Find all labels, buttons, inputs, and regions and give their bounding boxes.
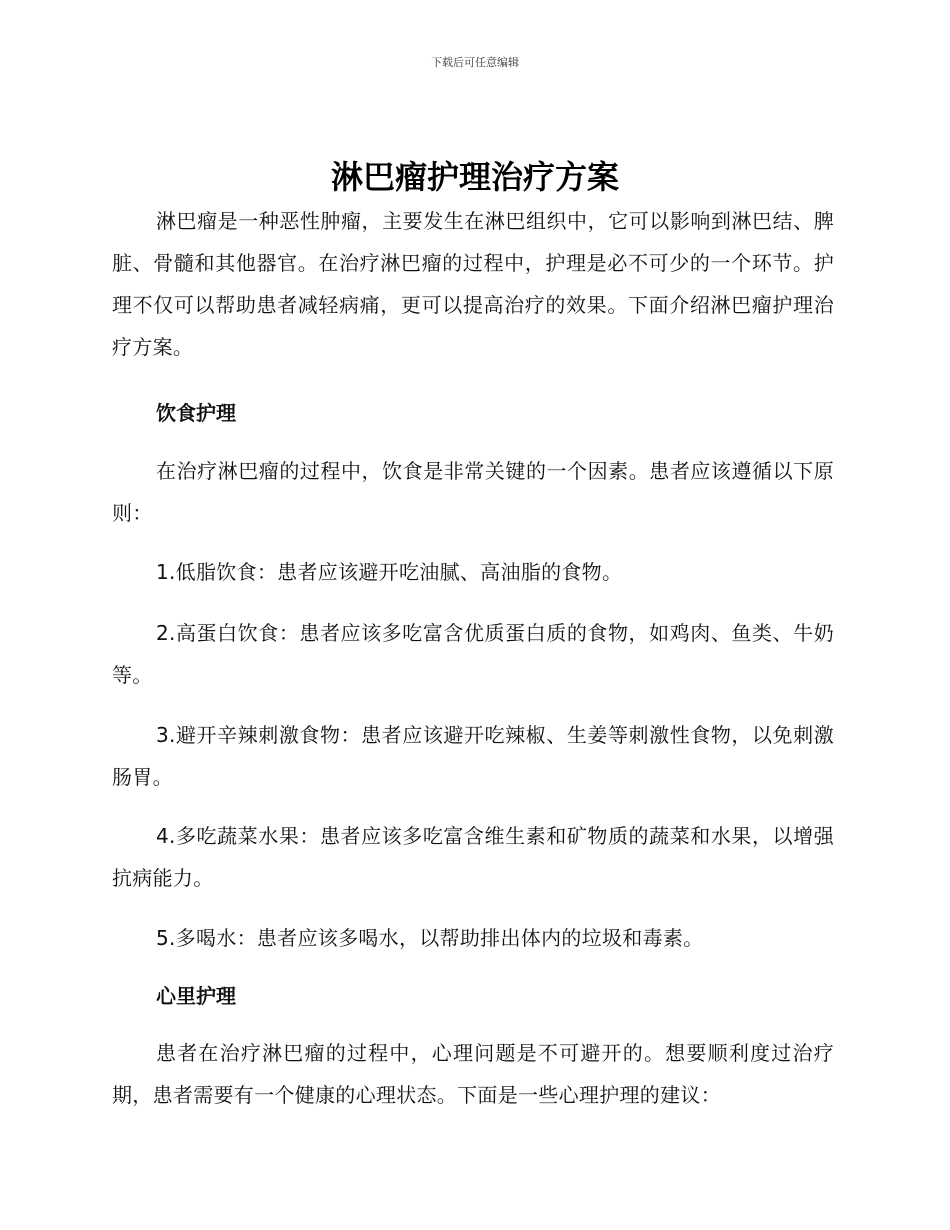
diet-item-4: 4.多吃蔬菜水果：患者应该多吃富含维生素和矿物质的蔬菜和水果，以增强抗病能力。 bbox=[112, 824, 834, 890]
diet-item-5: 5.多喝水：患者应该多喝水，以帮助排出体内的垃圾和毒素。 bbox=[156, 926, 704, 950]
psych-intro-paragraph: 患者在治疗淋巴瘤的过程中，心理问题是不可避开的。想要顺利度过治疗期，患者需要有一个健康的心理状态。下面是一些心理护理的建议： bbox=[112, 1041, 834, 1107]
section-heading-psych: 心里护理 bbox=[156, 984, 236, 1008]
header-note: 下载后可任意编辑 bbox=[431, 56, 519, 69]
document-title: 淋巴瘤护理治疗方案 bbox=[330, 158, 619, 196]
section-heading-diet: 饮食护理 bbox=[156, 401, 236, 425]
diet-item-3: 3.避开辛辣刺激食物：患者应该避开吃辣椒、生姜等刺激性食物，以免刺激肠胃。 bbox=[112, 723, 834, 789]
intro-paragraph: 淋巴瘤是一种恶性肿瘤，主要发生在淋巴组织中，它可以影响到淋巴结、脾脏、骨髓和其他器官。在治疗淋巴瘤的过程中，护理是必不可少的一个环节。护理不仅可以帮助患者减轻病痛，更可以提高治疗的效果。下面介绍淋巴瘤护理治疗方案。 bbox=[112, 209, 834, 359]
diet-item-2: 2.高蛋白饮食：患者应该多吃富含优质蛋白质的食物，如鸡肉、鱼类、牛奶等。 bbox=[112, 621, 834, 687]
diet-item-1: 1.低脂饮食：患者应该避开吃油腻、高油脂的食物。 bbox=[156, 560, 623, 584]
diet-intro-paragraph: 在治疗淋巴瘤的过程中，饮食是非常关键的一个因素。患者应该遵循以下原则： bbox=[112, 459, 834, 525]
